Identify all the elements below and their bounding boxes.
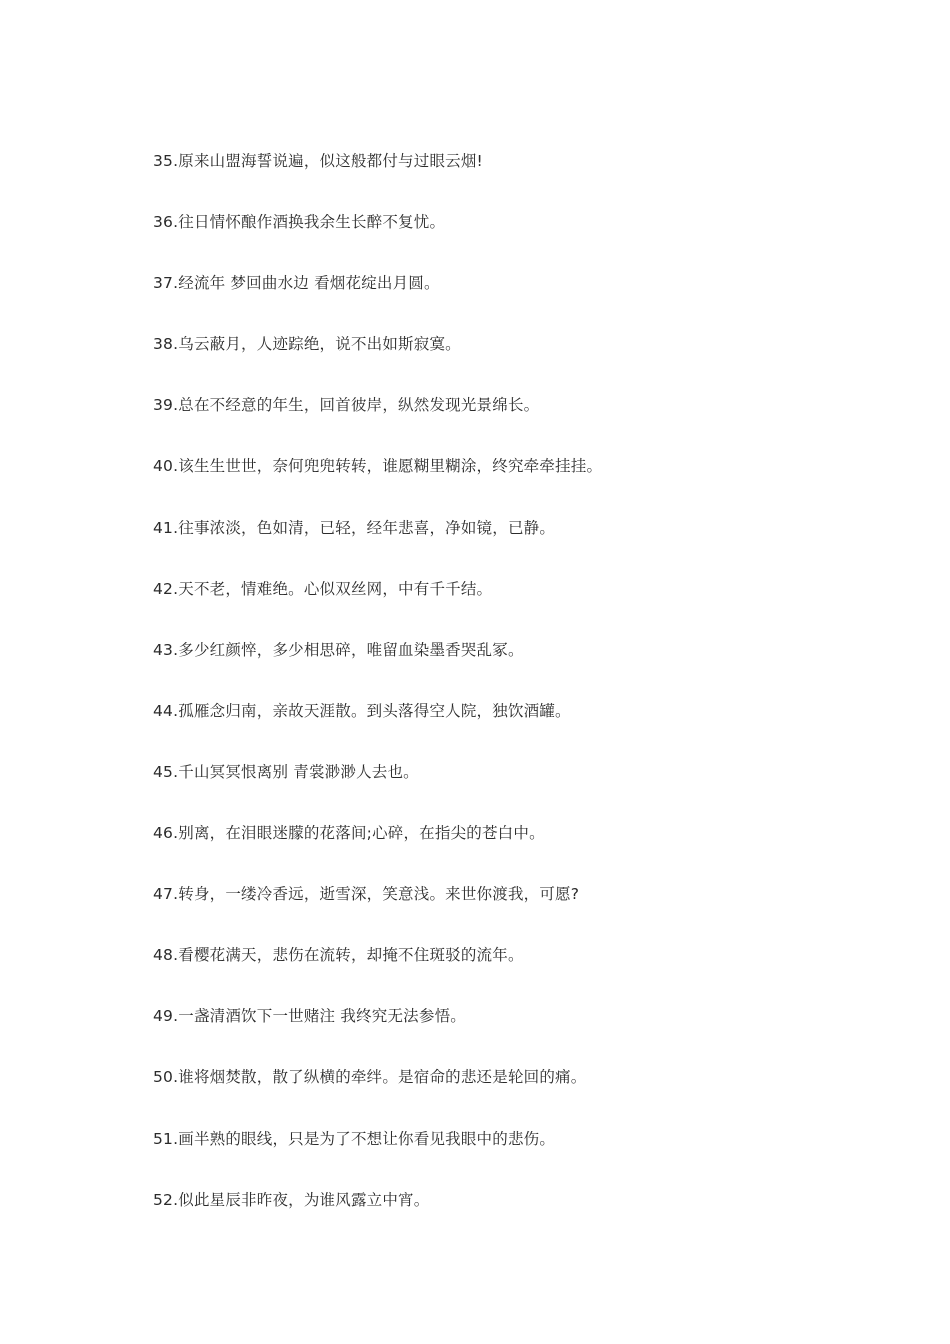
quote-line-41: 41.往事浓淡，色如清，已轻，经年悲喜，净如镜，已静。 xyxy=(153,518,556,537)
quote-line-40: 40.该生生世世，奈何兜兜转转，谁愿糊里糊涂，终究牵牵挂挂。 xyxy=(153,457,603,476)
quote-line-43: 43.多少红颜悴，多少相思碎，唯留血染墨香哭乱冢。 xyxy=(153,640,524,659)
quote-line-51: 51.画半熟的眼线，只是为了不想让你看见我眼中的悲伤。 xyxy=(153,1129,556,1148)
quote-line-39: 39.总在不经意的年生，回首彼岸，纵然发现光景绵长。 xyxy=(153,396,540,415)
quote-list xyxy=(153,146,893,1246)
quote-line-45: 45.千山冥冥恨离别 青裳渺渺人去也。 xyxy=(153,762,419,781)
quote-line-50: 50.谁将烟焚散，散了纵横的牵绊。是宿命的悲还是轮回的痛。 xyxy=(153,1068,587,1087)
quote-line-42: 42.天不老，情难绝。心似双丝网，中有千千结。 xyxy=(153,579,493,598)
quote-line-46: 46.别离，在泪眼迷朦的花落间;心碎，在指尖的苍白中。 xyxy=(153,824,545,843)
quote-line-48: 48.看樱花满天，悲伤在流转，却掩不住斑驳的流年。 xyxy=(153,946,524,965)
quote-line-36: 36.往日情怀酿作酒换我余生长醉不复忧。 xyxy=(153,213,446,232)
quote-line-38: 38.乌云蔽月，人迹踪绝，说不出如斯寂寞。 xyxy=(153,335,461,354)
quote-line-44: 44.孤雁念归南，亲故天涯散。到头落得空人院，独饮酒罐。 xyxy=(153,701,571,720)
quote-line-49: 49.一盏清酒饮下一世赌注 我终究无法参悟。 xyxy=(153,1007,466,1026)
quote-line-35: 35.原来山盟海誓说遍，似这般都付与过眼云烟! xyxy=(153,152,483,170)
quote-line-47: 47.转身，一缕冷香远，逝雪深，笑意浅。来世你渡我，可愿? xyxy=(153,885,580,904)
quote-line-37: 37.经流年 梦回曲水边 看烟花绽出月圆。 xyxy=(153,274,440,293)
quote-line-52: 52.似此星辰非昨夜，为谁风露立中宵。 xyxy=(153,1190,430,1209)
